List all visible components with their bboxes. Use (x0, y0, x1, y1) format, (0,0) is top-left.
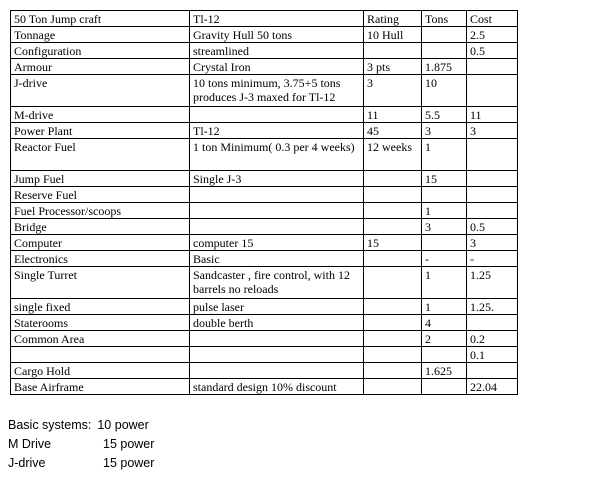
power-note-line (8, 454, 154, 473)
cell-rating (364, 203, 422, 219)
table-row (11, 75, 518, 107)
cell-cost: 0.1 (467, 347, 518, 363)
ship-design-sheet (10, 10, 518, 395)
power-note-value: 10 power (97, 418, 149, 432)
cell-component: Configuration (11, 43, 190, 59)
cell-component: Fuel Processor/scoops (11, 203, 190, 219)
cell-description: 1 ton Minimum( 0.3 per 4 weeks) (190, 139, 364, 171)
cell-tons: 3 (422, 219, 467, 235)
table-row (11, 139, 518, 171)
table-row (11, 235, 518, 251)
table-header-row (11, 11, 518, 27)
table-row (11, 331, 518, 347)
table-row (11, 187, 518, 203)
table-row (11, 267, 518, 299)
cell-rating (364, 267, 422, 299)
cell-tons: 10 (422, 75, 467, 107)
cell-tons (422, 379, 467, 395)
cell-description: standard design 10% discount (190, 379, 364, 395)
cell-description (190, 347, 364, 363)
cell-cost (467, 75, 518, 107)
power-note-value: 15 power (103, 456, 155, 470)
cell-tons: 5.5 (422, 107, 467, 123)
cell-rating (364, 315, 422, 331)
cell-tons (422, 235, 467, 251)
cell-component: Power Plant (11, 123, 190, 139)
cell-description: Crystal Iron (190, 59, 364, 75)
cell-cost: 3 (467, 235, 518, 251)
table-row (11, 43, 518, 59)
cell-cost: 11 (467, 107, 518, 123)
cell-cost: Cost (467, 11, 518, 27)
cell-component (11, 347, 190, 363)
cell-description (190, 187, 364, 203)
power-note-value: 15 power (103, 437, 155, 451)
cell-rating (364, 331, 422, 347)
cell-rating (364, 43, 422, 59)
power-note-label: M Drive (8, 437, 52, 451)
table-row (11, 347, 518, 363)
cell-component: J-drive (11, 75, 190, 107)
cell-component: Electronics (11, 251, 190, 267)
cell-rating: 45 (364, 123, 422, 139)
cell-rating (364, 251, 422, 267)
cell-rating (364, 363, 422, 379)
cell-tons (422, 43, 467, 59)
power-note-line (8, 435, 154, 454)
cell-description: Single J-3 (190, 171, 364, 187)
cell-tons: 1.875 (422, 59, 467, 75)
table-row (11, 59, 518, 75)
ship-spec-table-body (11, 11, 518, 395)
table-row (11, 203, 518, 219)
cell-description: Basic (190, 251, 364, 267)
table-row (11, 315, 518, 331)
cell-cost: - (467, 251, 518, 267)
cell-description (190, 107, 364, 123)
power-notes (8, 416, 154, 473)
cell-tons (422, 187, 467, 203)
cell-component: Bridge (11, 219, 190, 235)
table-row (11, 107, 518, 123)
table-row (11, 123, 518, 139)
power-note-label: Basic systems: (8, 418, 92, 432)
cell-component: Computer (11, 235, 190, 251)
cell-description: Tl-12 (190, 11, 364, 27)
cell-rating: Rating (364, 11, 422, 27)
ship-spec-table (10, 10, 518, 395)
cell-cost: 1.25. (467, 299, 518, 315)
cell-component: Staterooms (11, 315, 190, 331)
cell-component: Single Turret (11, 267, 190, 299)
cell-component: Cargo Hold (11, 363, 190, 379)
cell-component: single fixed (11, 299, 190, 315)
cell-cost: 22.04 (467, 379, 518, 395)
cell-component: Common Area (11, 331, 190, 347)
cell-description (190, 331, 364, 347)
table-row (11, 219, 518, 235)
cell-description: double berth (190, 315, 364, 331)
cell-tons: Tons (422, 11, 467, 27)
cell-cost (467, 171, 518, 187)
cell-description: Gravity Hull 50 tons (190, 27, 364, 43)
cell-component: Reserve Fuel (11, 187, 190, 203)
power-note-line (8, 416, 154, 435)
table-row (11, 299, 518, 315)
cell-tons: 3 (422, 123, 467, 139)
cell-cost: 0.5 (467, 43, 518, 59)
cell-tons: 1 (422, 299, 467, 315)
cell-description: 10 tons minimum, 3.75+5 tons produces J-3 maxed for Tl-12 (190, 75, 364, 107)
table-row (11, 379, 518, 395)
cell-tons: 2 (422, 331, 467, 347)
cell-rating (364, 219, 422, 235)
cell-cost: 0.5 (467, 219, 518, 235)
cell-rating: 3 (364, 75, 422, 107)
cell-description: Sandcaster , fire control, with 12 barrels no reloads (190, 267, 364, 299)
cell-cost: 0.2 (467, 331, 518, 347)
cell-cost: 3 (467, 123, 518, 139)
cell-description (190, 203, 364, 219)
table-row (11, 363, 518, 379)
cell-rating: 3 pts (364, 59, 422, 75)
cell-rating (364, 171, 422, 187)
cell-cost (467, 203, 518, 219)
cell-rating (364, 347, 422, 363)
cell-description (190, 219, 364, 235)
cell-description: pulse laser (190, 299, 364, 315)
cell-component: Jump Fuel (11, 171, 190, 187)
cell-cost (467, 139, 518, 171)
cell-rating: 15 (364, 235, 422, 251)
cell-tons (422, 27, 467, 43)
cell-tons: 1.625 (422, 363, 467, 379)
cell-component: Tonnage (11, 27, 190, 43)
cell-tons: 1 (422, 267, 467, 299)
cell-tons (422, 347, 467, 363)
cell-component: Reactor Fuel (11, 139, 190, 171)
cell-cost (467, 59, 518, 75)
cell-cost (467, 315, 518, 331)
cell-description (190, 363, 364, 379)
cell-component: 50 Ton Jump craft (11, 11, 190, 27)
cell-description: computer 15 (190, 235, 364, 251)
cell-component: Armour (11, 59, 190, 75)
cell-rating: 10 Hull (364, 27, 422, 43)
table-row (11, 251, 518, 267)
table-row (11, 27, 518, 43)
power-note-label: J-drive (8, 456, 46, 470)
cell-tons: 15 (422, 171, 467, 187)
cell-cost (467, 363, 518, 379)
cell-tons: - (422, 251, 467, 267)
cell-rating (364, 299, 422, 315)
table-row (11, 171, 518, 187)
cell-tons: 1 (422, 139, 467, 171)
cell-cost: 1.25 (467, 267, 518, 299)
cell-rating: 11 (364, 107, 422, 123)
cell-description: Tl-12 (190, 123, 364, 139)
cell-rating: 12 weeks (364, 139, 422, 171)
cell-tons: 4 (422, 315, 467, 331)
cell-description: streamlined (190, 43, 364, 59)
cell-cost (467, 187, 518, 203)
cell-component: M-drive (11, 107, 190, 123)
cell-cost: 2.5 (467, 27, 518, 43)
cell-rating (364, 187, 422, 203)
cell-rating (364, 379, 422, 395)
cell-component: Base Airframe (11, 379, 190, 395)
cell-tons: 1 (422, 203, 467, 219)
